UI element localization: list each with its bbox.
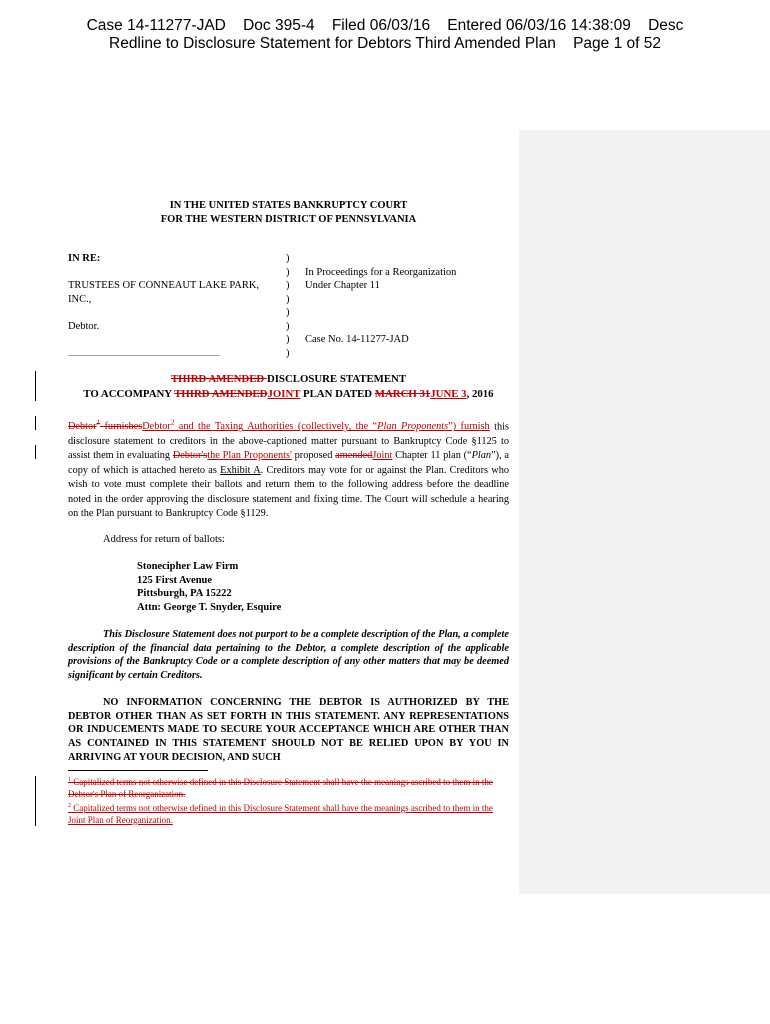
title-text: TO ACCOMPANY xyxy=(83,388,175,400)
footnote-ref: 1 xyxy=(96,419,101,427)
caption-paren: ) xyxy=(286,293,290,305)
caption-right-line xyxy=(305,252,515,266)
body-text: ”), a copy of which is attached hereto as xyxy=(68,450,509,476)
title-inserted-text: JOINT xyxy=(267,388,301,400)
notice-caps-paragraph: NO INFORMATION CONCERNING THE DEBTOR IS AUTHORIZED BY THE DEBTOR OTHER THAN AS SET FORTH IN THIS STATEMENT. ANY REPRESENTATIONS OR INDUCEMENTS MADE TO SECURE YOUR ACCEPTANCE WHICH ARE OTHER THAN AS CONTAINED IN THIS STATEMENT SHOULD NOT BE RELIED UPON BY YOU IN ARRIVING AT YOUR DECISION, AND SUCH xyxy=(68,697,509,763)
footnote-text: Capitalized terms not otherwise defined in this Disclosure Statement shall have the meanings ascribed to them in the Debtor's Plan of Reorganization. xyxy=(68,777,493,799)
change-bar xyxy=(35,776,36,826)
caption-right-line: Case No. 14-11277-JAD xyxy=(305,334,409,345)
filing-header-line1: Case 14-11277-JAD Doc 395-4 Filed 06/03/16 Entered 06/03/16 14:38:09 Desc xyxy=(86,17,684,34)
caption-left-line xyxy=(68,266,283,280)
caption-left-line: IN RE: xyxy=(68,253,101,264)
caption-paren: ) xyxy=(286,280,290,291)
address-line: Attn: George T. Snyder, Esquire xyxy=(137,601,282,613)
caption-left-line: ............................................................................ xyxy=(68,348,220,358)
caption-left xyxy=(68,252,283,360)
document-title xyxy=(68,372,509,402)
footnote-ref: 2 xyxy=(170,419,175,427)
footnote-2 xyxy=(68,800,509,826)
caption-paren: ) xyxy=(286,334,290,345)
deleted-word: furnishes xyxy=(100,421,143,433)
court-line2: FOR THE WESTERN DISTRICT OF PENNSYLVANIA xyxy=(160,214,417,225)
inserted-word: Debtor xyxy=(142,421,171,433)
caption-parens xyxy=(286,252,296,360)
intro-paragraph xyxy=(68,416,509,522)
inserted-text: Joint xyxy=(372,450,393,462)
body-text: proposed xyxy=(291,450,336,462)
filing-header-line2: Redline to Disclosure Statement for Debtors Third Amended Plan Page 1 of 52 xyxy=(109,35,661,52)
caption-left-line xyxy=(68,306,283,320)
title-text: , 2016 xyxy=(466,388,494,400)
body-text: . Creditors may vote for or against the Plan. Creditors who wish to vote must complete their ballots and return them to the following address before the deadline noted in the order approving the disclosure statement and fixing time. The Court will schedule a hearing on the Plan pursuant to Bankruptcy Code §1129. xyxy=(68,464,510,520)
caption-right-line: Under Chapter 11 xyxy=(305,280,380,291)
title-line1 xyxy=(68,372,509,387)
court-name xyxy=(68,199,509,227)
caption-right-line: In Proceedings for a Reorganization xyxy=(305,266,457,278)
comment-pane xyxy=(519,130,770,894)
address-label: Address for return of ballots: xyxy=(103,534,225,545)
caption-right-line xyxy=(305,347,515,361)
caption-left-line xyxy=(68,333,283,347)
caption-left-line: Debtor. xyxy=(68,320,100,332)
address-line: Stonecipher Law Firm xyxy=(137,561,239,572)
inserted-word: ”) furnish xyxy=(448,421,490,433)
deleted-word: Debtor xyxy=(68,421,97,433)
deleted-text: amended xyxy=(335,450,373,462)
caption-left-line: INC., xyxy=(68,293,92,305)
footnote-1 xyxy=(68,774,509,800)
title-deleted-text: THIRD AMENDED xyxy=(174,388,268,400)
body-text: Chapter 11 plan (“ xyxy=(392,450,472,462)
footnote-divider xyxy=(68,770,208,771)
defined-term: Plan xyxy=(471,450,492,462)
exhibit-reference: Exhibit A xyxy=(220,464,261,476)
caption-left-line: TRUSTEES OF CONNEAUT LAKE PARK, xyxy=(68,280,260,291)
change-bar xyxy=(35,371,36,401)
footnote-number: 1 xyxy=(68,777,71,783)
caption-paren: ) xyxy=(286,320,290,332)
title-text: PLAN DATED xyxy=(300,388,375,400)
deleted-text: Debtor's xyxy=(172,450,208,462)
address-line: 125 First Avenue xyxy=(137,574,213,586)
filing-header xyxy=(0,17,770,53)
court-line1: IN THE UNITED STATES BANKRUPTCY COURT xyxy=(169,200,408,211)
caption-right-line xyxy=(305,306,515,320)
title-text: DISCLOSURE STATEMENT xyxy=(266,373,407,385)
title-deleted-date: MARCH 31 xyxy=(374,388,431,400)
footnote-text: Capitalized terms not otherwise defined in this Disclosure Statement shall have the meanings ascribed to them in the Joint Plan of Reorganization. xyxy=(68,803,493,825)
change-bar xyxy=(35,445,36,459)
change-bar xyxy=(35,416,36,430)
title-deleted-text: THIRD AMENDED xyxy=(170,373,267,385)
ballot-address xyxy=(137,560,281,614)
inserted-defined-term: Plan Proponents xyxy=(377,421,449,433)
caption-paren: ) xyxy=(286,266,290,278)
caption-paren: ) xyxy=(286,253,290,264)
caption-right-line xyxy=(305,320,515,334)
title-line2 xyxy=(68,387,509,402)
inserted-word: and the Taxing Authorities (collectively, the “ xyxy=(174,421,378,433)
caption-paren: ) xyxy=(286,307,290,318)
caption-paren: ) xyxy=(286,347,290,359)
caption-right-line xyxy=(305,293,515,307)
footnote-number: 2 xyxy=(68,803,71,809)
deleted-text xyxy=(68,421,142,432)
inserted-text xyxy=(142,421,489,432)
address-line: Pittsburgh, PA 15222 xyxy=(137,588,232,599)
body-text: this disclosure statement to creditors in the above-captioned matter pursuant to Bankruptcy Code §1125 to assist them in evaluating xyxy=(68,421,509,462)
title-inserted-date: JUNE 3 xyxy=(430,388,467,400)
inserted-text: the Plan Proponents' xyxy=(207,450,292,462)
notice-italic-paragraph: This Disclosure Statement does not purport to be a complete description of the Plan, a complete description of the financial data pertaining to the Debtor, a complete description of the applicable provisions of the Bankruptcy Code or a complete description of any other matters that may be deemed significant by certain Creditors. xyxy=(68,629,509,681)
caption-right xyxy=(305,252,515,360)
